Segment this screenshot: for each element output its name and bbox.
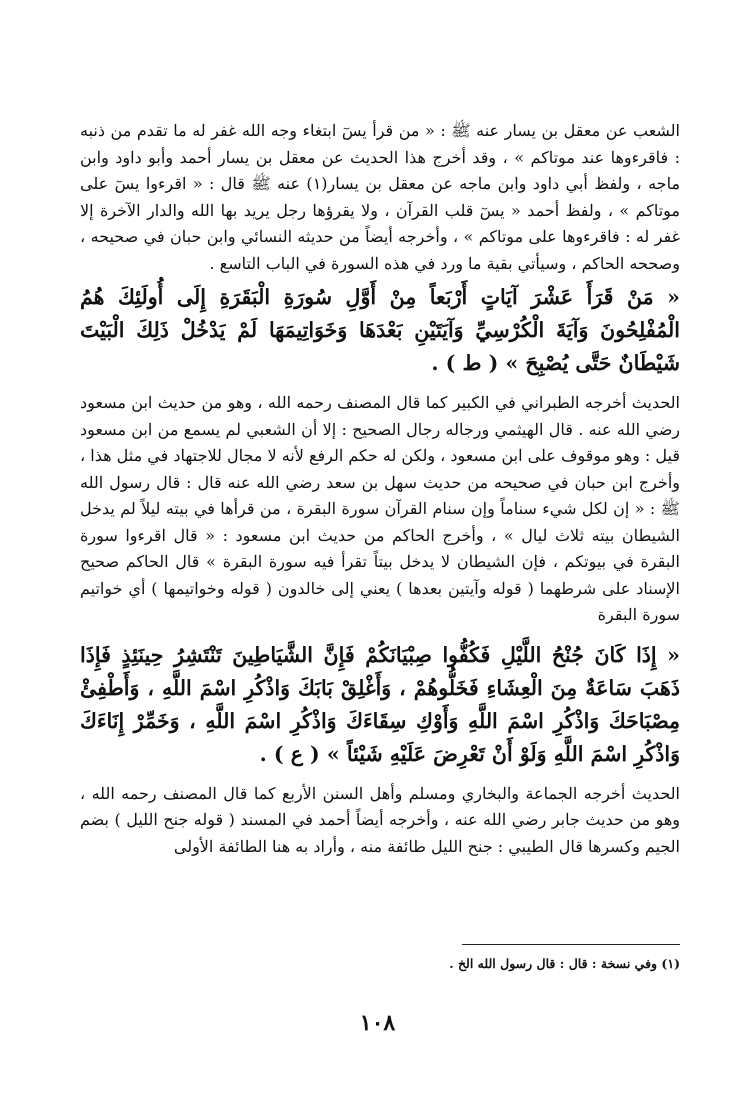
hadith-text-1: « مَنْ قَرَأَ عَشْرَ آيَاتٍ أَرْبَعاً مِنْ أَوَّلِ سُورَةِ الْبَقَرَةِ إِلَى أُولَئِكَ هُمُ الْمُفْلِحُونَ وَآيَةَ الْكُرْسِيِّ وَآيَتَيْنِ بَعْدَهَا وَخَوَاتِيمَهَا لَمْ يَدْخُلْ ذَلِكَ الْبَيْتَ شَيْطَانٌ حَتَّى يُصْبِحَ » ( ط ) . — [80, 285, 680, 375]
commentary-paragraph-2: الحديث أخرجه الطبراني في الكبير كما قال المصنف رحمه الله ، وهو من حديث ابن مسعود رضي الله عنه . قال الهيثمي ورجاله رجال الصحيح : إلا أن الشعبي لم يسمع من ابن مسعود قيل : وهو موقوف على ابن مسعود ، ولكن له حكم الرفع لأنه لا مجال للاجتهاد في مثل هذا ، وأخرج ابن حبان في صحيحه من حديث سهل بن سعد رضي الله عنه قال : قال رسول الله ﷺ : « إن لكل شيء سناماً وإن سنام القرآن سورة البقرة ، من قرأها في بيته ليلاً لم يدخل الشيطان بيته ثلاث ليال » ، وأخرج الحاكم من حديث ابن مسعود : « قال اقرءوا سورة البقرة في بيوتكم ، فإن الشيطان لا يدخل بيتاً تقرأ فيه سورة البقرة » قال الحاكم صحيح الإسناد على شرطهما ( قوله وآيتين بعدها ) يعني إلى خالدون ( قوله وخواتيمها ) أي خواتيم سورة البقرة — [80, 393, 681, 624]
hadith-text-2: « إِذَا كَانَ جُنْحُ اللَّيْلِ فَكُفُّوا صِبْيَانَكُمْ فَإِنَّ الشَّيَاطِينَ تَنْتَشِرُ حِينَئِذٍ فَإِذَا ذَهَبَ سَاعَةٌ مِنَ الْعِشَاءِ فَخَلُّوهُمْ ، وَأَغْلِقْ بَابَكَ وَاذْكُرِ اسْمَ اللَّهِ ، وَأَطْفِئْ مِصْبَاحَكَ وَاذْكُرِ اسْمَ اللَّهِ وَأَوْكِ سِقَاءَكَ وَاذْكُرِ اسْمَ اللَّهِ ، وَخَمِّرْ إِنَاءَكَ وَاذْكُرِ اسْمَ اللَّهِ وَلَوْ أَنْ تَعْرِضَ عَلَيْهِ شَيْئاً » ( ع ) . — [80, 642, 680, 766]
commentary-paragraph-1: الشعب عن معقل بن يسار عنه ﷺ : « من قرأ يسٓ ابتغاء وجه الله غفر له ما تقدم من ذنبه : فاقرءوها عند موتاكم » ، وقد أخرج هذا الحديث عن معقل بن يسار أحمد وأبو داود وابن ماجه ، ولفظ أبي داود وابن ماجه عن معقل بن يسار(١) عنه ﷺ قال : « اقرءوا يسٓ على موتاكم » ، ولفظ أحمد « يسٓ قلب القرآن ، ولا يقرؤها رجل يريد بها الله والدار الآخرة إلا غفر له : فاقرءوها على موتاكم » ، وأخرجه أيضاً من حديثه النسائي وابن حبان في صحيحه ، وصححه الحاكم ، وسيأتي بقية ما ورد في هذه السورة في الباب التاسع . — [80, 121, 681, 273]
commentary-paragraph-3: الحديث أخرجه الجماعة والبخاري ومسلم وأهل السنن الأربع كما قال المصنف رحمه الله ، وهو من حديث جابر رضي الله عنه ، وأخرجه أيضاً أحمد في المسند ( قوله جنح الليل ) بضم الجيم وكسرها قال الطيبي : جنح الليل طائفة منه ، وأراد به هنا الطائفة الأولى — [80, 783, 681, 856]
footnote: (١) وفي نسخة : قال : قال رسول الله الخ . — [449, 956, 680, 971]
page-body — [80, 118, 680, 860]
footnote-divider — [462, 944, 680, 945]
page-number: ١٠٨ — [359, 1010, 396, 1036]
